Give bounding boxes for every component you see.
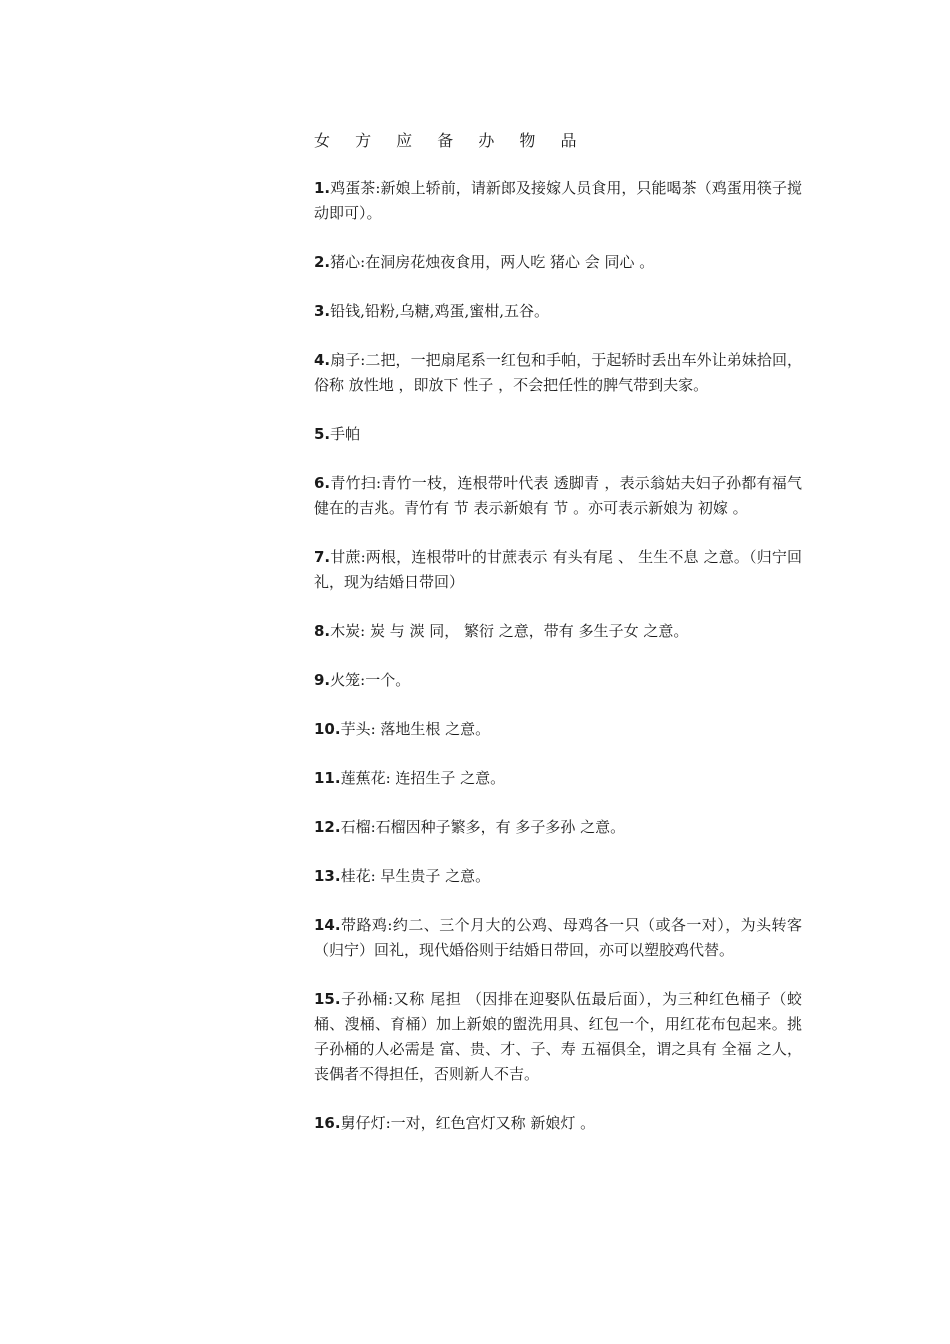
item-number: 12. bbox=[314, 818, 341, 836]
list-item bbox=[314, 422, 802, 447]
item-text: 扇子:二把，一把扇尾系一红包和手帕，于起轿时丢出车外让弟妹拾回，俗称 放性地 ，即放下 性子 ，不会把任性的脾气带到夫家。 bbox=[314, 351, 802, 394]
item-text: 木炭: 炭 与 湠 同， 繁衍 之意，带有 多生子女 之意。 bbox=[330, 622, 689, 640]
item-text: 鸡蛋茶:新娘上轿前，请新郎及接嫁人员食用，只能喝茶（鸡蛋用筷子搅动即可）。 bbox=[314, 179, 802, 222]
list-item bbox=[314, 668, 802, 693]
list-item bbox=[314, 545, 802, 595]
list-item bbox=[314, 717, 802, 742]
item-number: 4. bbox=[314, 351, 331, 369]
item-number: 13. bbox=[314, 867, 341, 885]
item-text: 带路鸡:约二、三个月大的公鸡、母鸡各一只（或各一对），为头转客（归宁）回礼，现代婚俗则于结婚日带回，亦可以塑胶鸡代替。 bbox=[314, 916, 802, 959]
item-text: 子孙桶:又称 尾担 （因排在迎娶队伍最后面），为三种红色桶子（蛟桶、溲桶、育桶）加上新娘的盥洗用具、红包一个，用红花布包起来。挑子孙桶的人必需是 富、贵、才、子、寿 五福俱全，谓之具有 全福 之人，丧偶者不得担任，否则新人不吉。 bbox=[314, 990, 802, 1083]
item-text: 芋头: 落地生根 之意。 bbox=[340, 720, 491, 738]
list-item bbox=[314, 619, 802, 644]
list-item bbox=[314, 250, 802, 275]
item-number: 14. bbox=[314, 916, 341, 934]
item-text: 青竹扫:青竹一枝，连根带叶代表 透脚青 ，表示翁姑夫妇子孙都有福气健在的吉兆。青竹有 节 表示新娘有 节 。亦可表示新娘为 初嫁 。 bbox=[314, 474, 802, 517]
item-number: 1. bbox=[314, 179, 331, 197]
document-body bbox=[314, 128, 802, 1160]
item-number: 11. bbox=[314, 769, 341, 787]
document-title: 女 方 应 备 办 物 品 bbox=[314, 131, 587, 150]
list-item bbox=[314, 348, 802, 398]
item-number: 10. bbox=[314, 720, 341, 738]
item-number: 7. bbox=[314, 548, 331, 566]
item-number: 8. bbox=[314, 622, 331, 640]
item-text: 石榴:石榴因种子繁多，有 多子多孙 之意。 bbox=[340, 818, 626, 836]
item-text: 莲蕉花: 连招生子 之意。 bbox=[340, 769, 506, 787]
list-item bbox=[314, 987, 802, 1087]
list-item bbox=[314, 864, 802, 889]
item-number: 2. bbox=[314, 253, 331, 271]
item-number: 16. bbox=[314, 1114, 341, 1132]
item-text: 手帕 bbox=[330, 425, 361, 443]
item-number: 5. bbox=[314, 425, 331, 443]
item-number: 6. bbox=[314, 474, 331, 492]
list-item bbox=[314, 766, 802, 791]
item-text: 舅仔灯:一对，红色宫灯又称 新娘灯 。 bbox=[340, 1114, 596, 1132]
list-item bbox=[314, 1111, 802, 1136]
item-text: 甘蔗:两根，连根带叶的甘蔗表示 有头有尾 、 生生不息 之意。（归宁回礼，现为结婚日带回） bbox=[314, 548, 802, 591]
list-item bbox=[314, 176, 802, 226]
item-number: 3. bbox=[314, 302, 331, 320]
list-item bbox=[314, 299, 802, 324]
item-text: 猪心:在洞房花烛夜食用，两人吃 猪心 会 同心 。 bbox=[330, 253, 655, 271]
item-text: 铅钱,铅粉,乌糖,鸡蛋,蜜柑,五谷。 bbox=[330, 302, 549, 320]
list-item bbox=[314, 815, 802, 840]
item-list bbox=[314, 176, 802, 1136]
list-item bbox=[314, 471, 802, 521]
item-text: 火笼:一个。 bbox=[330, 671, 411, 689]
item-text: 桂花: 早生贵子 之意。 bbox=[340, 867, 491, 885]
item-number: 15. bbox=[314, 990, 341, 1008]
list-item bbox=[314, 913, 802, 963]
item-number: 9. bbox=[314, 671, 331, 689]
